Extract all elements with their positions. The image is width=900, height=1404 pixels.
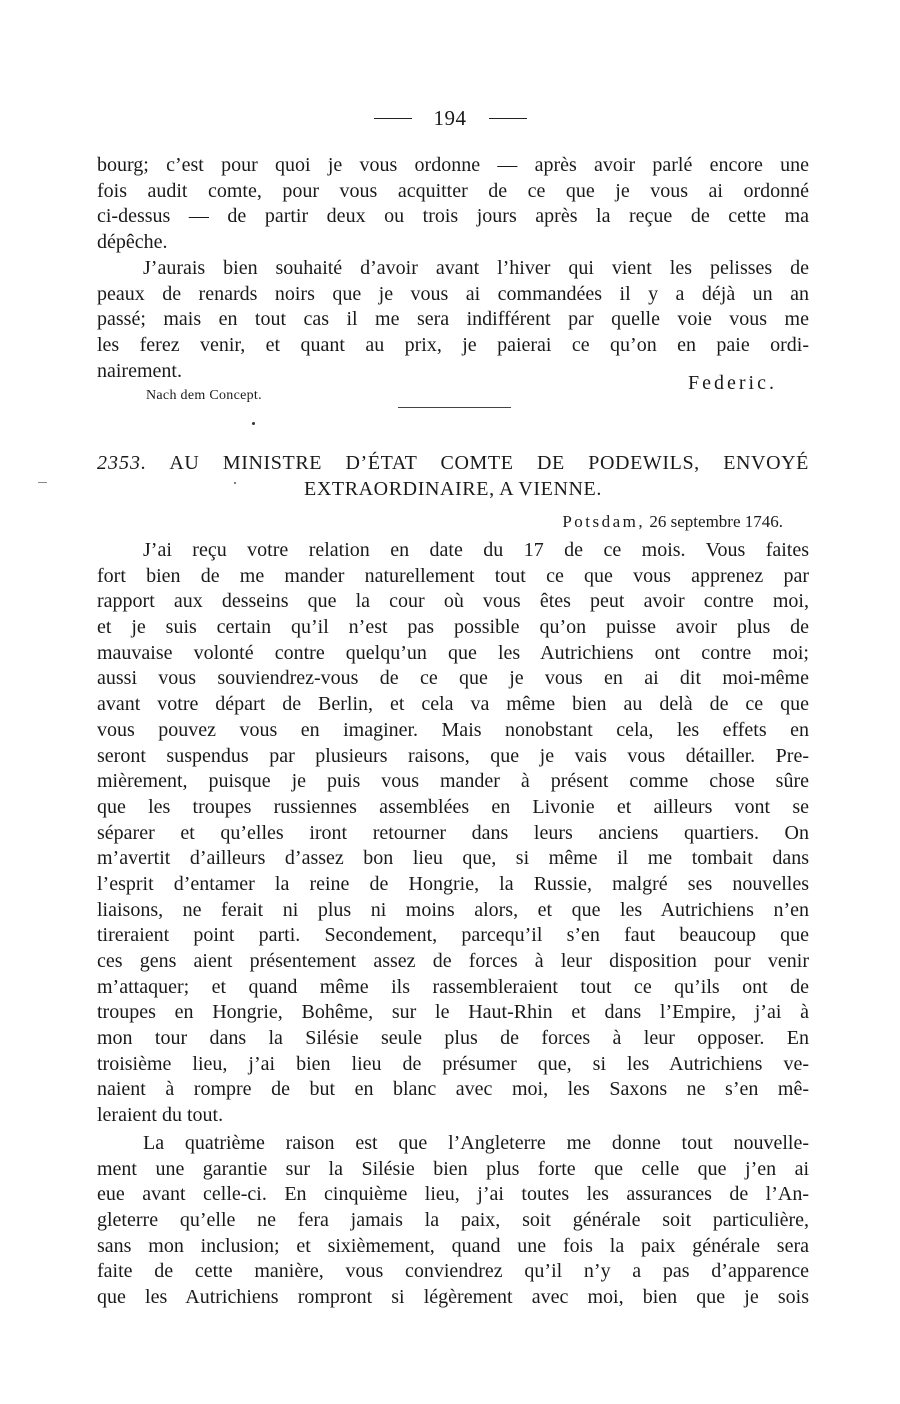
text-line: mon tour dans la Silésie seule plus de forces à leur opposer. En (97, 1027, 809, 1050)
heading-line-1 (97, 450, 809, 476)
text-line: sans mon inclusion; et sixièmement, quand une fois la paix générale sera (97, 1234, 809, 1257)
text-line: ment une garantie sur la Silésie bien plus forte que celle que j’en ai (97, 1157, 809, 1180)
text-line: naient à rompre de but en blanc avec moi, les Saxons ne s’en mê- (97, 1078, 809, 1101)
letter-heading (97, 450, 809, 502)
text-line: mauvaise volonté contre quelqu’un que les Autrichiens ont contre moi; (97, 641, 809, 664)
text-line: ci-dessus — de partir deux ou trois jours après la reçue de cette ma (97, 205, 809, 228)
text-line: J’ai reçu votre relation en date du 17 de ce mois. Vous faites (143, 539, 809, 561)
print-speck (252, 422, 255, 425)
header-rule-right (489, 118, 527, 119)
text-line: passé; mais en tout cas il me sera indifférent par quelle voie vous me (97, 308, 809, 331)
section-divider (398, 407, 511, 408)
text-line: liaisons, ne ferait ni plus ni moins alors, et que les Autrichiens n’en (97, 898, 809, 921)
dateline-date: 26 septembre 1746. (649, 512, 783, 531)
text-line: m’attaquer; et quand même ils rassembleraient tout ce qu’ils ont de (97, 975, 809, 998)
text-line: vous pouvez vous en imaginer. Mais nonobstant cela, les effets en (97, 718, 809, 741)
text-line: troupes en Hongrie, Bohême, sur le Haut-Rhin et dans l’Empire, j’ai à (97, 1001, 809, 1024)
text-line: peaux de renards noirs que je vous ai commandées il y a déjà un an (97, 282, 809, 305)
intro-paragraph (97, 153, 809, 256)
dateline (97, 512, 783, 532)
dateline-place: Potsdam, (562, 512, 646, 531)
heading-text-1: AU MINISTRE D’ÉTAT COMTE DE PODEWILS, ENVOYÉ (169, 452, 810, 474)
source-note: Nach dem Concept. (146, 388, 262, 403)
text-line: fort bien de me mander naturellement tout ce que vous apprenez par (97, 564, 809, 587)
text-line: dépêche. (97, 231, 168, 254)
letter-paragraph-2 (97, 1131, 809, 1311)
text-line: aussi vous souviendrez-vous de ce que je vous en ai dit moi-même (97, 667, 809, 690)
signature: Federic. (688, 372, 777, 394)
text-line: rapport aux desseins que la cour où vous êtes peut avoir contre moi, (97, 590, 809, 613)
second-paragraph (97, 256, 809, 384)
text-line: leraient du tout. (97, 1104, 224, 1127)
text-line: séparer et qu’elles iront retourner dans leurs anciens quartiers. On (97, 821, 809, 844)
text-line: les ferez venir, et quant au prix, je paierai ce qu’on en paie ordi- (97, 334, 809, 357)
text-line: seront suspendus par plusieurs raisons, que je vais vous détailler. Pre- (97, 744, 809, 767)
text-line: m’avertit d’ailleurs d’assez bon lieu que, si même il me tombait dans (97, 847, 809, 870)
text-line: eue avant celle-ci. En cinquième lieu, j’ai toutes les assurances de l’An- (97, 1183, 809, 1206)
header-rule-left (374, 118, 412, 119)
text-line: mièrement, puisque je puis vous mander à présent comme chose sûre (97, 770, 809, 793)
text-line: faite de cette manière, vous conviendrez qu’il n’y a pas d’apparence (97, 1260, 809, 1283)
text-line: La quatrième raison est que l’Angleterre me donne tout nouvelle- (143, 1132, 809, 1154)
text-line: avant votre départ de Berlin, et cela va même bien au delà de ce que (97, 693, 809, 716)
text-line: bourg; c’est pour quoi je vous ordonne — après avoir parlé encore une (97, 154, 809, 176)
text-line: fois audit comte, pour vous acquitter de ce que je vous ai ordonné (97, 179, 809, 202)
page-header (0, 106, 900, 136)
margin-mark (38, 482, 47, 483)
letter-paragraph-1 (97, 538, 809, 1129)
text-line: gleterre qu’elle ne fera jamais la paix, soit générale soit particulière, (97, 1209, 809, 1232)
text-line: que les Autrichiens rompront si légèrement avec moi, bien que je sois (97, 1286, 809, 1309)
text-line: troisième lieu, j’ai bien lieu de présumer que, si les Autrichiens ve- (97, 1052, 809, 1075)
text-line: l’esprit d’entamer la reine de Hongrie, la Russie, malgré ses nouvelles (97, 872, 809, 895)
text-line: J’aurais bien souhaité d’avoir avant l’hiver qui vient les pelisses de (143, 257, 809, 279)
page-number: 194 (433, 106, 467, 130)
text-line: et je suis certain qu’il n’est pas possible qu’on puisse avoir plus de (97, 616, 809, 639)
text-line: que les troupes russiennes assemblées en Livonie et ailleurs vont se (97, 795, 809, 818)
text-line: tireraient point parti. Secondement, parcequ’il s’en faut beaucoup que (97, 924, 809, 947)
text-line: nairement. (97, 359, 182, 382)
text-line: ces gens aient présentement assez de forces à leur disposition pour venir (97, 950, 809, 972)
letter-number: 2353. (97, 452, 147, 474)
heading-line-2: EXTRAORDINAIRE, A VIENNE. (304, 478, 602, 500)
